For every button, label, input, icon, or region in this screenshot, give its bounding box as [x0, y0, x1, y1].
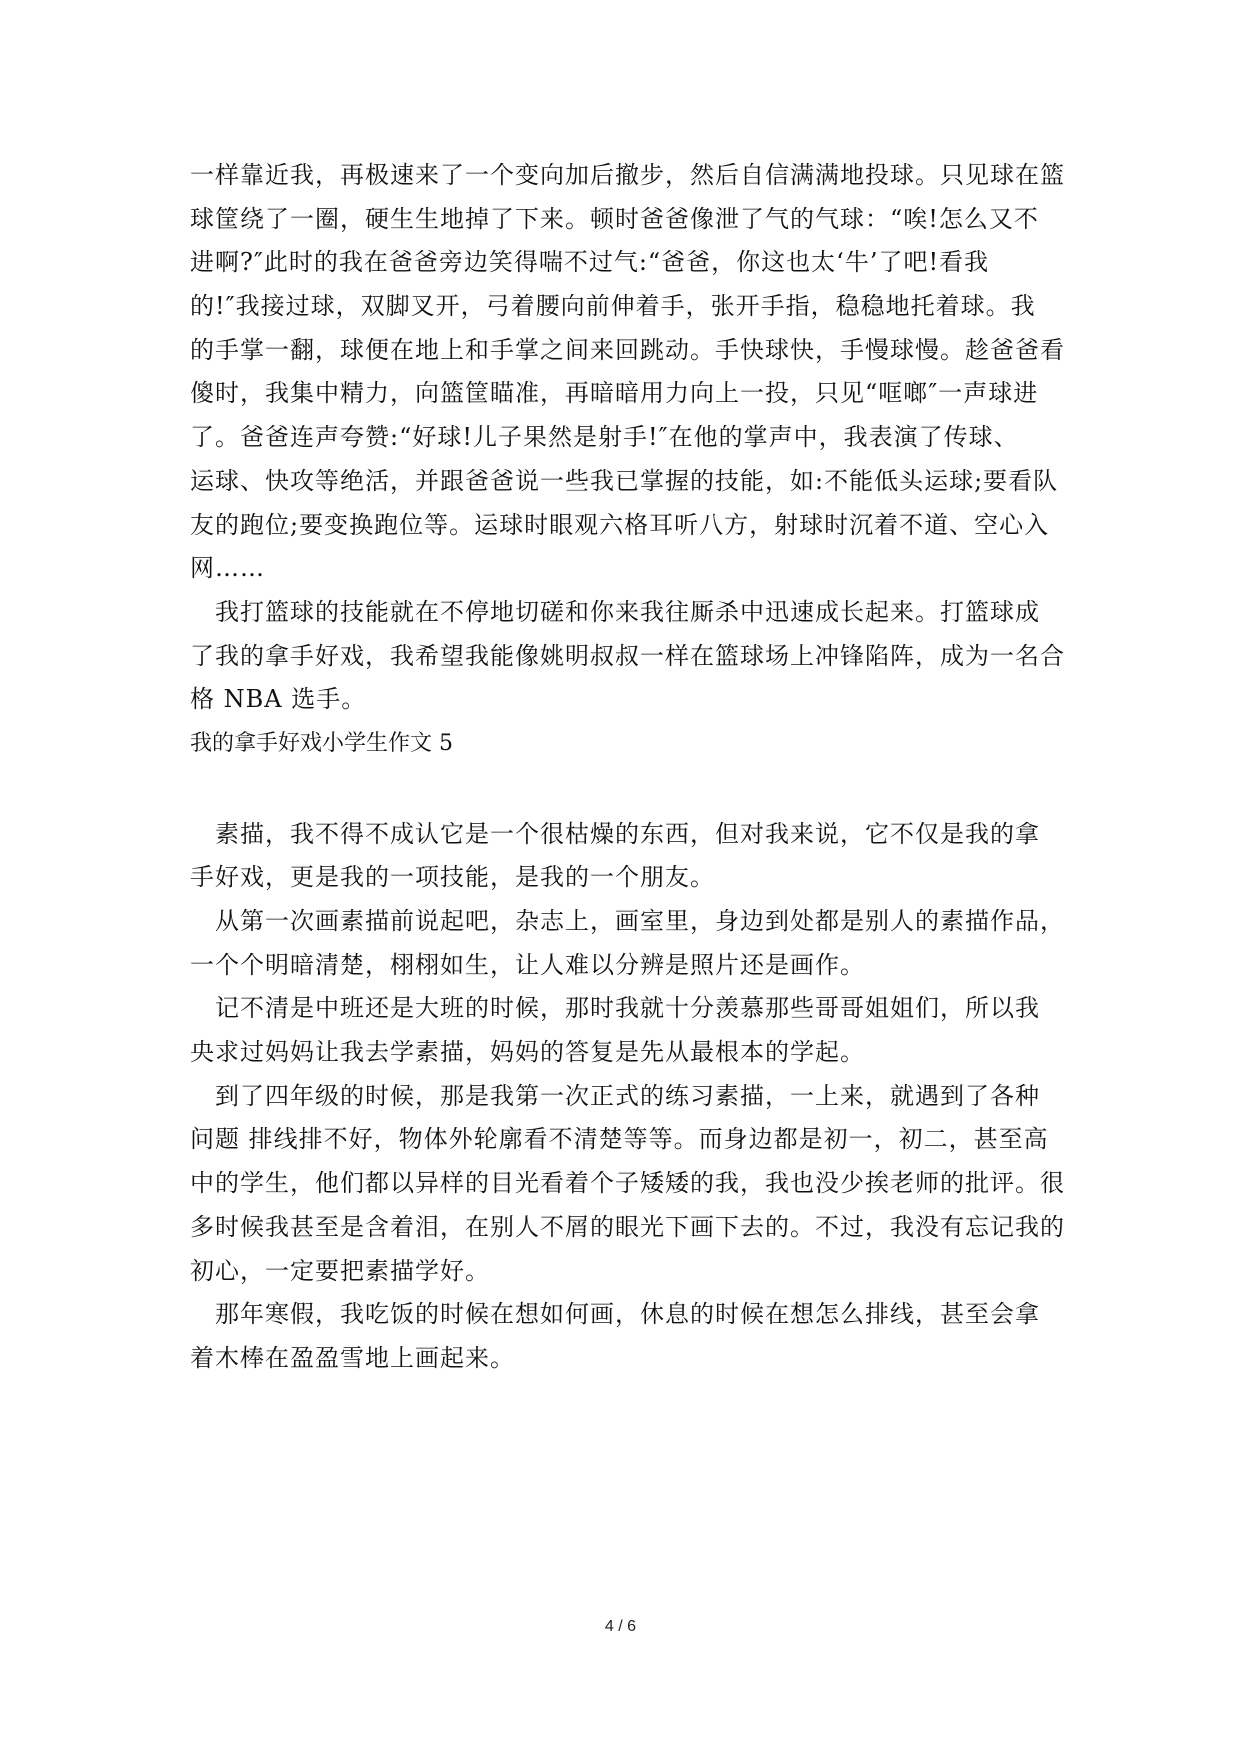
text-line: 的!″我接过球，双脚叉开，弓着腰向前伸着手，张开手指，稳稳地托着球。我 [190, 292, 1036, 321]
text-line: 那年寒假，我吃饭的时候在想如何画，休息的时候在想怎么排线，甚至会拿 [190, 1300, 1040, 1329]
text-line: 一样靠近我，再极速来了一个变向加后撤步，然后自信满满地投球。只见球在篮 [190, 161, 1065, 189]
text-line: 网…… [190, 554, 265, 583]
text-line: 球筐绕了一圈，硬生生地掉了下来。顿时爸爸像泄了气的气球：“唉!怎么又不 [190, 204, 1039, 233]
text-line: 多时候我甚至是含着泪，在别人不屑的眼光下画下去的。不过，我没有忘记我的 [190, 1212, 1065, 1241]
text-line: 的手掌一翻，球便在地上和手掌之间来回跳动。手快球快，手慢球慢。趁爸爸看 [190, 335, 1065, 364]
text-line: 了。爸爸连声夸赞:“好球!儿子果然是射手!″在他的掌声中，我表演了传球、 [190, 423, 1019, 452]
text-line: 运球、快攻等绝活，并跟爸爸说一些我已掌握的技能，如:不能低头运球;要看队 [190, 466, 1059, 495]
text-line: 进啊?″此时的我在爸爸旁边笑得喘不过气:“爸爸，你这也太‘牛’了吧!看我 [190, 248, 990, 277]
text-line: 格 NBA 选手。 [190, 685, 367, 714]
text-line: 从第一次画素描前说起吧，杂志上，画室里，身边到处都是别人的素描作品， [190, 907, 1065, 935]
text-line: 央求过妈妈让我去学素描，妈妈的答复是先从最根本的学起。 [190, 1038, 865, 1067]
text-line: 友的跑位;要变换跑位等。运球时眼观六格耳听八方，射球时沉着不道、空心入 [190, 510, 1050, 539]
text-line: 我打篮球的技能就在不停地切磋和你来我往厮杀中迅速成长起来。打篮球成 [190, 597, 1040, 626]
text-line: 了我的拿手好戏，我希望我能像姚明叔叔一样在篮球场上冲锋陷阵，成为一名合 [190, 641, 1065, 670]
text-line: 中的学生，他们都以异样的目光看着个子矮矮的我，我也没少挨老师的批评。很 [190, 1169, 1065, 1198]
page-number: 4 / 6 [604, 1618, 637, 1635]
text-line: 到了四年级的时候，那是我第一次正式的练习素描，一上来，就遇到了各种 [190, 1081, 1040, 1110]
text-line: 记不清是中班还是大班的时候，那时我就十分羡慕那些哥哥姐姐们，所以我 [190, 994, 1040, 1023]
text-line: 初心，一定要把素描学好。 [190, 1256, 490, 1285]
essay-title: 我的拿手好戏小学生作文 5 [190, 730, 453, 756]
body-text [190, 154, 1065, 1381]
text-line: 一个个明暗清楚，栩栩如生，让人难以分辨是照片还是画作。 [190, 950, 865, 979]
text-line: 手好戏，更是我的一项技能，是我的一个朋友。 [190, 863, 715, 892]
text-line: 着木棒在盈盈雪地上画起来。 [190, 1343, 515, 1372]
text-line: 傻时，我集中精力，向篮筐瞄准，再暗暗用力向上一投，只见“哐啷″一声球进 [190, 379, 1039, 408]
text-line: 素描，我不得不成认它是一个很枯燥的东西，但对我来说，它不仅是我的拿 [190, 819, 1040, 848]
text-line: 问题 排线排不好，物体外轮廓看不清楚等等。而身边都是初一，初二，甚至高 [190, 1125, 1049, 1154]
blank-line [190, 766, 1060, 813]
